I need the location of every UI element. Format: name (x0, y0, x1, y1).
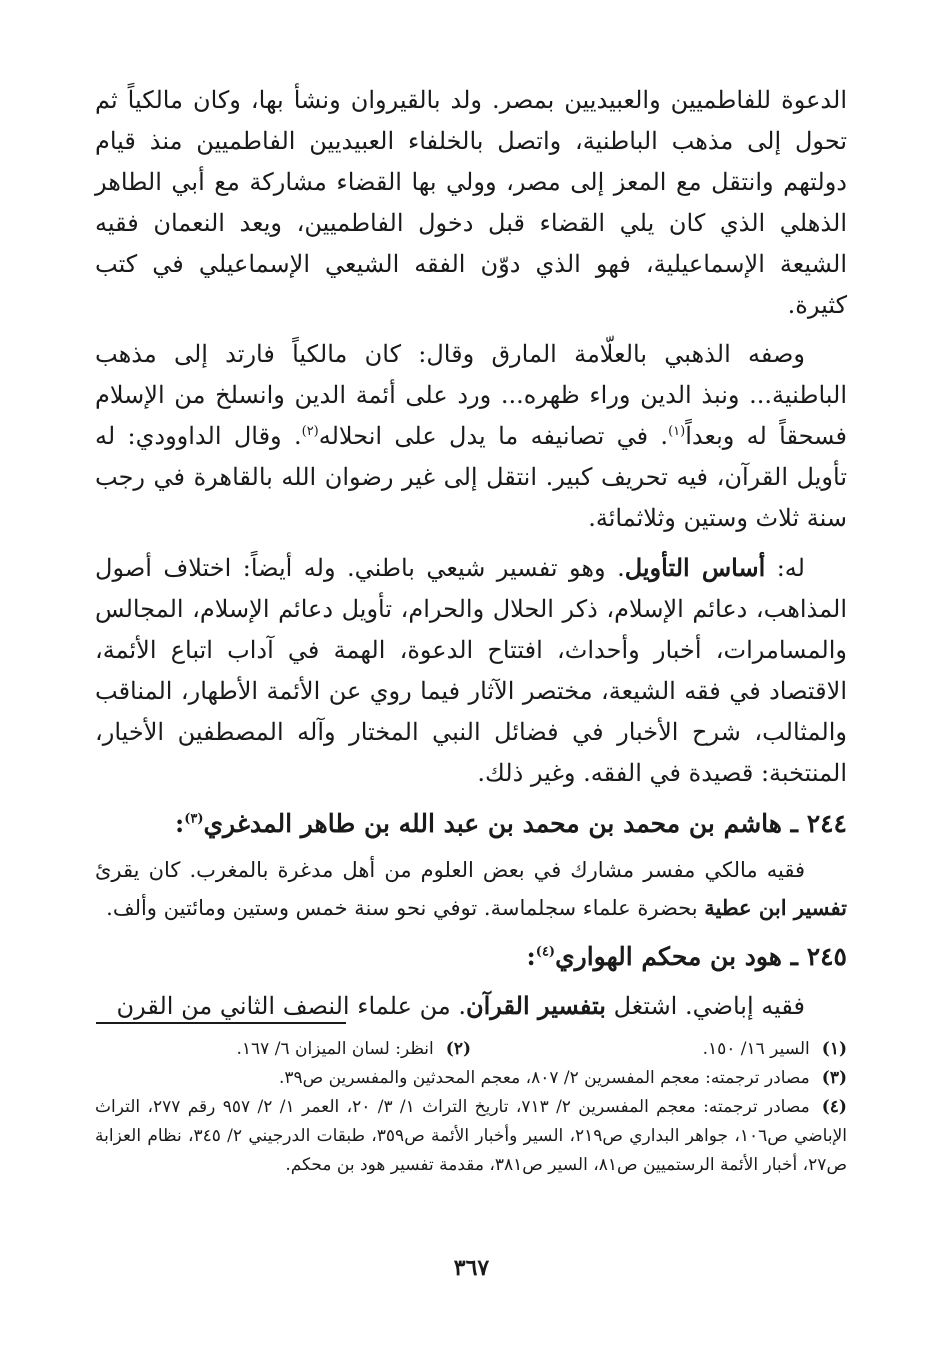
main-text (95, 80, 847, 1035)
footnote-text: انظر: لسان الميزان ٦/ ١٦٧. (236, 1039, 434, 1059)
footnote-3 (95, 1064, 847, 1093)
footnote-divider (96, 1022, 346, 1024)
footnote-row (95, 1035, 847, 1064)
footnote-text: السير ١٦/ ١٥٠. (702, 1039, 810, 1059)
book-title: أساس التأويل (624, 553, 766, 582)
paragraph-text: فقيه مالكي مفسر مشارك في بعض العلوم من أهل مدغرة بالمغرب. كان يقرئ (95, 858, 805, 882)
paragraph-works-list (95, 547, 847, 794)
footnote-number: (٤) (821, 1097, 847, 1117)
paragraph-text: له: (765, 554, 805, 582)
paragraph-text: فقيه إباضي. اشتغل (605, 992, 805, 1020)
entry-title: ٢٤٥ ـ هود بن محكم الهواري (555, 942, 847, 971)
paragraph-text: . من علماء النصف الثاني من القرن (116, 992, 466, 1020)
paragraph-text: . وقال الداوودي: له تأويل القرآن، فيه تحريف كبير. انتقل إلى غير رضوان الله بالقاهرة في رجب سنة ثلاث وستين وثلاثمائة. (95, 422, 847, 532)
book-title: بتفسير القرآن (465, 991, 606, 1020)
footnote-ref-4: (٤) (535, 944, 556, 960)
footnote-1 (471, 1035, 847, 1064)
footnotes (95, 1035, 847, 1180)
page-number: ٣٦٧ (453, 1255, 490, 1281)
entry-245-body (95, 985, 847, 1027)
footnote-2 (95, 1035, 471, 1064)
entry-245-heading (95, 935, 847, 979)
footnote-ref-3: (٣) (184, 811, 204, 827)
footnote-number: (٢) (445, 1039, 471, 1059)
entry-244-heading (95, 802, 847, 846)
heading-colon: : (526, 942, 536, 971)
entry-title: ٢٤٤ ـ هاشم بن محمد بن محمد بن عبد الله بن طاهر المدغري (203, 809, 847, 838)
paragraph-text: بحضرة علماء سجلماسة. توفي نحو سنة خمس وستين ومائتين وألف. (106, 896, 705, 920)
entry-244-body (95, 852, 847, 927)
paragraph-text: . وهو تفسير شيعي باطني. وله أيضاً: اختلاف أصول المذاهب، دعائم الإسلام، ذكر الحلال والحرام، تأويل دعائم الإسلام، المجالس والمسامرات، أخبار وأحداث، افتتاح الدعوة، الهمة في آداب اتباع الأئمة، الاقتصاد في فقه الشيعة، مختصر الآثار فيما روي عن الأئمة الأطهار، المناقب والمثالب، شرح الأخبار في فضائل النبي المختار وآله المصطفين الأخيار، المنتخبة: قصيدة في الفقه. وغير ذلك. (95, 554, 848, 787)
footnote-text: مصادر ترجمته: معجم المفسرين ٢/ ٨٠٧، معجم المحدثين والمفسرين ص٣٩. (278, 1068, 810, 1088)
footnote-ref-2: (٢) (301, 424, 319, 439)
footnote-number: (١) (821, 1039, 847, 1059)
paragraph-numan-biography (95, 80, 847, 326)
footnote-4 (95, 1093, 847, 1180)
paragraph-dhahabi-description (95, 334, 847, 539)
footnote-number: (٣) (821, 1068, 847, 1088)
paragraph-text: . في تصانيفه ما يدل على انحلاله (318, 422, 669, 450)
paragraph-text: وصفه الذهبي بالعلّامة المارق وقال: كان مالكياً فارتد إلى مذهب الباطنية... ونبذ الدين وراء ظهره... ورد على أئمة الدين وانسلخ من الإسلام فسحقاً له وبعداً (95, 340, 848, 450)
footnote-text: مصادر ترجمته: معجم المفسرين ٢/ ٧١٣، تاريخ التراث ١/ ٣/ ٢٠، العمر ١/ ٢/ ٩٥٧ رقم ٢٧٧، التراث الإباضي ص١٠٦، جواهر البداري ص٢١٩، السير وأخبار الأئمة ص٣٥٩، طبقات الدرجيني ٢/ ٣٤٥، نظام العزابة ص٢٧، أخبار الأئمة الرستميين ص٨١، السير ص٣٨١، مقدمة تفسير هود بن محكم. (95, 1097, 847, 1175)
book-title: تفسير ابن عطية (704, 895, 847, 920)
heading-colon: : (174, 809, 185, 838)
paragraph-text: الدعوة للفاطميين والعبيديين بمصر. ولد بالقيروان ونشأ بها، وكان مالكياً ثم تحول إلى مذهب الباطنية، واتصل بالخلفاء العبيديين الفاطميين منذ قيام دولتهم وانتقل مع المعز إلى مصر، وولي بها القضاء مشاركة مع أبي الطاهر الذهلي الذي كان يلي القضاء قبل دخول الفاطميين، ويعد النعمان فقيه الشيعة الإسماعيلية، فهو الذي دوّن الفقه الشيعي الإسماعيلي في كتب كثيرة. (95, 86, 848, 319)
footnote-ref-1: (١) (668, 424, 686, 439)
